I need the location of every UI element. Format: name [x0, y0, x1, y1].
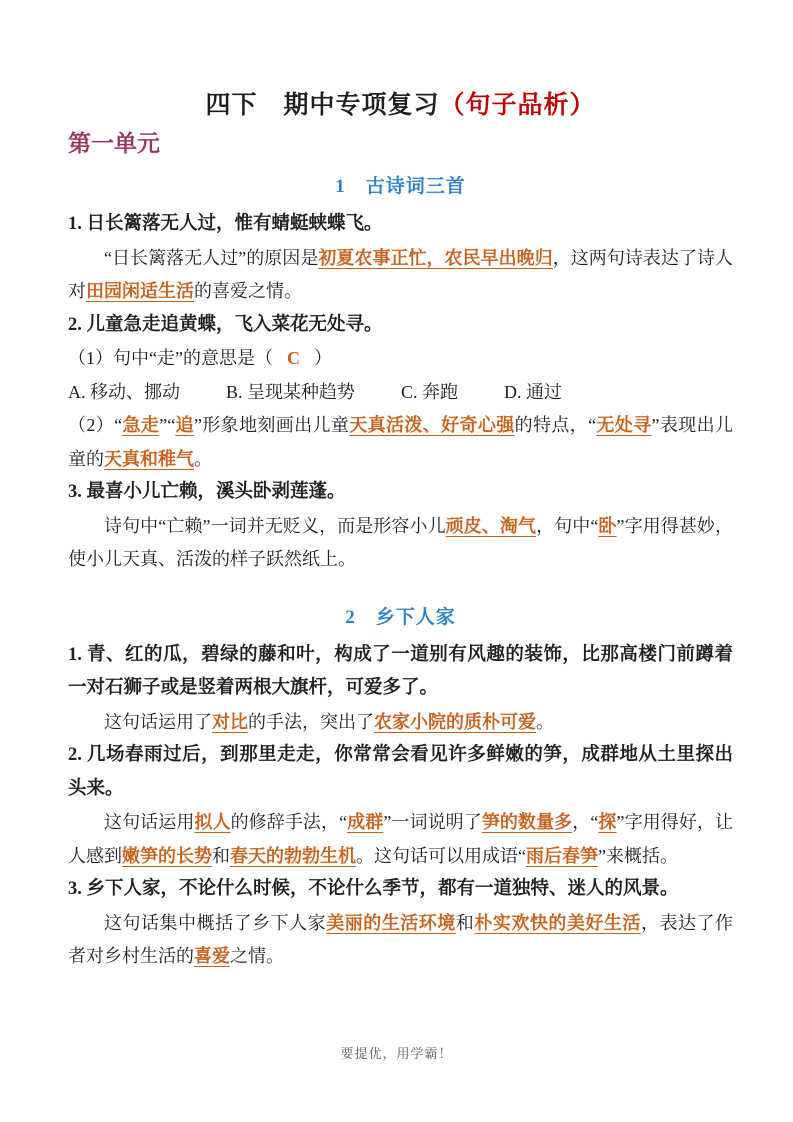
question-line	[68, 309, 733, 343]
highlight-segment: 天真和稚气	[104, 448, 194, 469]
option-item: A. 移动、挪动	[68, 381, 180, 402]
text-segment: ）	[313, 348, 332, 368]
highlight-segment: 美丽的生活环境	[326, 912, 456, 933]
text-segment: ”字用得好，让人感到	[68, 812, 734, 866]
text-line	[68, 409, 733, 476]
question-line	[68, 739, 733, 806]
answer-paragraph	[68, 510, 733, 577]
text-segment: 。这句话可以用成语“	[356, 845, 526, 866]
option-item: D. 通过	[504, 381, 563, 402]
text-segment: 和	[212, 845, 230, 866]
document-title	[68, 90, 733, 122]
text-segment: 这句话集中概括了乡下人家	[104, 912, 327, 933]
text-segment: 3. 乡下人家，不论什么时候，不论什么季节，都有一道独特、迷人的风景。	[68, 879, 679, 899]
page-footer: 要提优，用学霸！	[340, 1046, 453, 1061]
answer-letter: C	[286, 348, 300, 368]
text-segment: （2）“	[68, 415, 123, 435]
text-segment: 的修辞手法，“	[230, 812, 348, 832]
text-segment: 1. 日长篱落无人过，惟有蜻蜓蛱蝶飞。	[68, 214, 383, 234]
section-heading: 2 乡下人家	[345, 606, 456, 628]
answer-paragraph	[68, 706, 733, 740]
title-highlight: （句子品析）	[439, 92, 596, 119]
text-line	[68, 342, 733, 376]
unit-heading: 第一单元	[68, 131, 160, 156]
highlight-segment: 喜爱	[194, 946, 230, 966]
question-line	[68, 208, 733, 242]
text-segment: 的特点，“	[514, 415, 597, 435]
answer-paragraph	[68, 242, 733, 309]
option-item: B. 呈现某种趋势	[226, 381, 356, 402]
text-segment: 这句话运用	[104, 812, 195, 832]
highlight-segment: 笋的数量多	[481, 812, 573, 832]
section-heading: 1 古诗词三首	[335, 176, 466, 197]
text-segment: 这句话运用了	[104, 711, 212, 732]
highlight-segment: 天真活泼、好奇心强	[349, 415, 515, 435]
text-segment: ”字用得甚妙，使小儿天真、活泼的样子跃然纸上。	[68, 515, 733, 569]
highlight-segment: 朴实欢快的美好生活	[474, 912, 641, 933]
title-main: 四下 期中专项复习	[205, 92, 440, 119]
text-segment: ，“	[572, 812, 599, 832]
highlight-segment: 探	[598, 812, 617, 832]
answer-paragraph	[68, 806, 733, 873]
text-segment: ，这两句诗表达了诗人对	[68, 247, 734, 301]
text-segment: 。	[194, 448, 212, 469]
text-segment: 的喜爱之情。	[194, 281, 302, 301]
highlight-segment: 春天的勃勃生机	[230, 845, 356, 866]
question-line	[68, 476, 733, 510]
highlight-segment: 卧	[598, 515, 617, 536]
text-segment: ，句中“	[536, 515, 599, 536]
options-row	[68, 376, 733, 410]
text-segment: 的手法，突出了	[248, 711, 374, 732]
highlight-segment: 嫩笋的长势	[122, 845, 212, 866]
text-segment: “日长篱落无人过”的原因是	[104, 247, 319, 268]
section	[68, 172, 733, 577]
text-segment: 之情。	[230, 946, 284, 966]
text-segment: ”来概括。	[598, 845, 678, 866]
text-segment: 1. 青、红的瓜，碧绿的藤和叶，构成了一道别有风趣的装饰，比那高楼门前蹲着一对石狮子或是竖着两根大旗杆，可爱多了。	[68, 644, 733, 698]
question-line	[68, 873, 733, 907]
text-segment: ，表达了作者对乡村生活的	[68, 912, 734, 966]
highlight-segment: 农家小院的质朴可爱	[374, 711, 536, 732]
highlight-segment: 追	[175, 415, 194, 435]
text-segment: 和	[455, 912, 475, 933]
highlight-segment: 田园闲适生活	[86, 281, 194, 301]
text-segment: 诗句中“亡赖”一词并无贬义，而是形容小儿	[104, 515, 446, 536]
text-segment: ”“	[159, 415, 176, 435]
sections-container	[68, 172, 733, 974]
text-segment: ”形象地刻画出儿童	[193, 415, 350, 435]
answer-paragraph	[68, 907, 733, 974]
highlight-segment: 急走	[122, 415, 160, 435]
highlight-segment: 成群	[347, 812, 384, 832]
highlight-segment: 雨后春笋	[526, 845, 598, 866]
highlight-segment: 对比	[212, 711, 248, 732]
text-segment: 2. 儿童急走追黄蝶，飞入菜花无处寻。	[68, 314, 383, 335]
highlight-segment: 初夏农事正忙，农民早出晚归	[318, 247, 553, 268]
text-segment: ”一词说明了	[383, 812, 482, 832]
highlight-segment: 拟人	[194, 812, 231, 832]
highlight-segment: 无处寻	[596, 415, 652, 435]
text-segment: 。	[536, 711, 554, 732]
text-segment: 3. 最喜小儿亡赖，溪头卧剥莲蓬。	[68, 482, 346, 502]
text-segment: 2. 几场春雨过后，到那里走走，你常常会看见许多鲜嫩的笋，成群地从土里探出头来。	[68, 745, 733, 799]
question-line	[68, 639, 733, 706]
section	[68, 603, 733, 974]
highlight-segment: 顽皮、淘气	[445, 515, 537, 536]
text-segment: （1）句中“走”的意思是（	[68, 348, 273, 368]
option-item: C. 奔跑	[401, 381, 459, 402]
text-segment: ”表现出儿童的	[68, 415, 734, 469]
